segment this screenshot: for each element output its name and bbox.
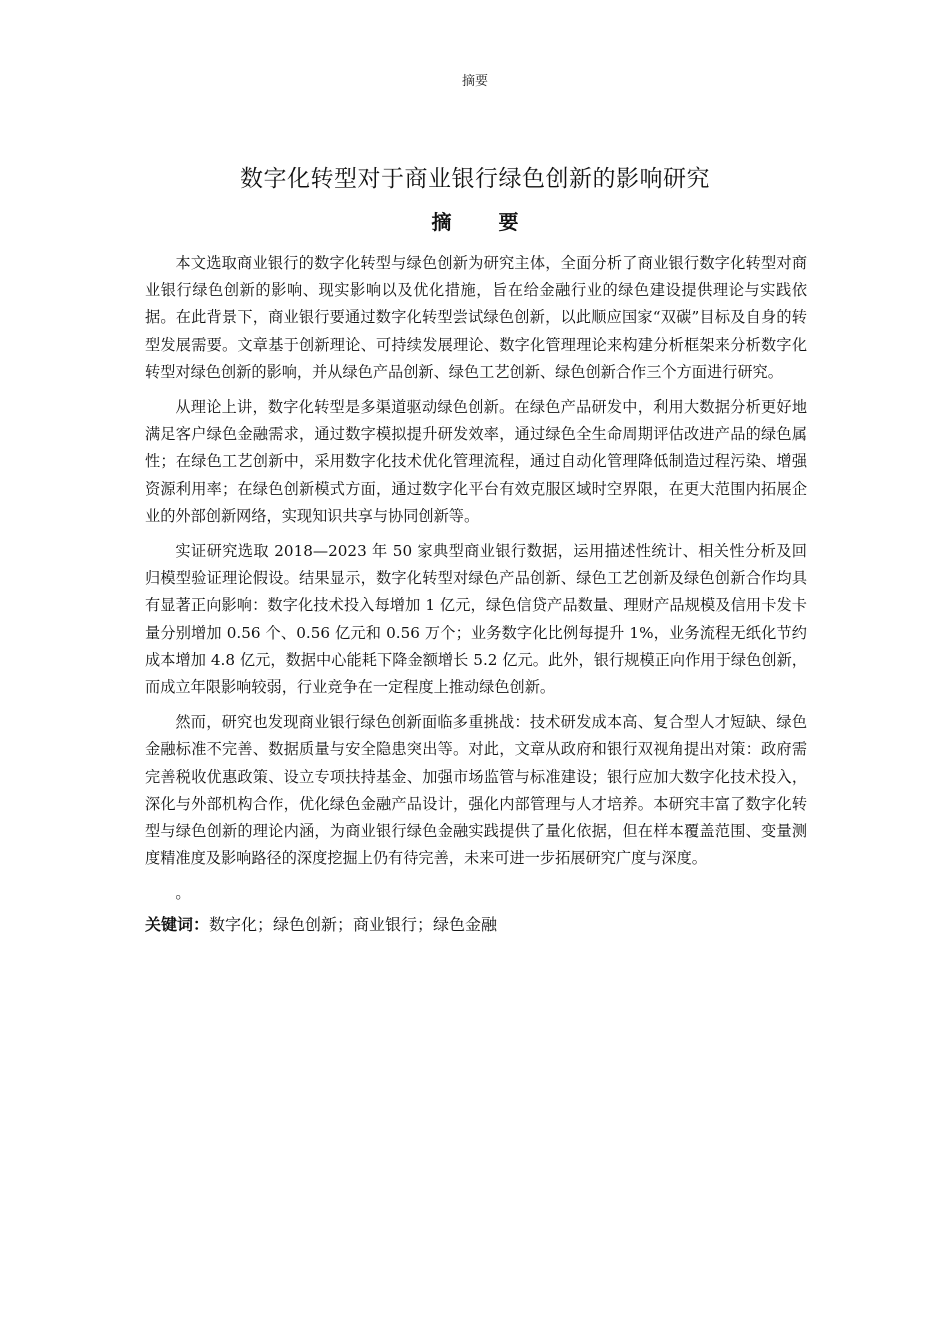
page-header: 摘要: [461, 74, 488, 89]
trailing-mark: 。: [175, 884, 191, 903]
page-title: 数字化转型对于商业银行绿色创新的影响研究: [240, 166, 710, 192]
abstract-paragraph-1: 本文选取商业银行的数字化转型与绿色创新为研究主体，全面分析了商业银行数字化转型对商业银行绿色创新的影响、现实影响以及优化措施，旨在给金融行业的绿色建设提供理论与实践依据。在此背景下，商业银行要通过数字化转型尝试绿色创新，以此顺应国家“双碳”目标及自身的转型发展需要。文章基于创新理论、可持续发展理论、数字化管理理论来构建分析框架来分析数字化转型对绿色创新的影响，并从绿色产品创新、绿色工艺创新、绿色创新合作三个方面进行研究。: [145, 254, 807, 381]
abstract-body: [145, 250, 807, 939]
keywords-line: [145, 911, 807, 939]
abstract-heading: 摘 要: [431, 210, 539, 234]
abstract-paragraph-4: 然而，研究也发现商业银行绿色创新面临多重挑战：技术研发成本高、复合型人才短缺、绿色金融标准不完善、数据质量与安全隐患突出等。对此，文章从政府和银行双视角提出对策：政府需完善税收优惠政策、设立专项扶持基金、加强市场监管与标准建设；银行应加大数字化技术投入，深化与外部机构合作，优化绿色金融产品设计，强化内部管理与人才培养。本研究丰富了数字化转型与绿色创新的理论内涵，为商业银行绿色金融实践提供了量化依据，但在样本覆盖范围、变量测度精准度及影响路径的深度挖掘上仍有待完善，未来可进一步拓展研究广度与深度。: [145, 713, 807, 868]
keywords-value: 数字化；绿色创新；商业银行；绿色金融: [209, 915, 498, 935]
abstract-paragraph-2: 从理论上讲，数字化转型是多渠道驱动绿色创新。在绿色产品研发中，利用大数据分析更好地满足客户绿色金融需求，通过数字模拟提升研发效率，通过绿色全生命周期评估改进产品的绿色属性；在绿色工艺创新中，采用数字化技术优化管理流程，通过自动化管理降低制造过程污染、增强资源利用率；在绿色创新模式方面，通过数字化平台有效克服区域时空界限，在更大范围内拓展企业的外部创新网络，实现知识共享与协同创新等。: [145, 398, 807, 525]
keywords-label: 关键词：: [145, 915, 210, 935]
abstract-paragraph-3: 实证研究选取 2018—2023 年 50 家典型商业银行数据，运用描述性统计、相关性分析及回归模型验证理论假设。结果显示，数字化转型对绿色产品创新、绿色工艺创新及绿色创新合作均具有显著正向影响：数字化技术投入每增加 1 亿元，绿色信贷产品数量、理财产品规模及信用卡发卡量分别增加 0.56 个、0.56 亿元和 0.56 万个；业务数字化比例每提升 1%，业务流程无纸化节约成本增加 4.8 亿元，数据中心能耗下降金额增长 5.2 亿元。此外，银行规模正向作用于绿色创新，而成立年限影响较弱，行业竞争在一定程度上推动绿色创新。: [145, 542, 807, 697]
